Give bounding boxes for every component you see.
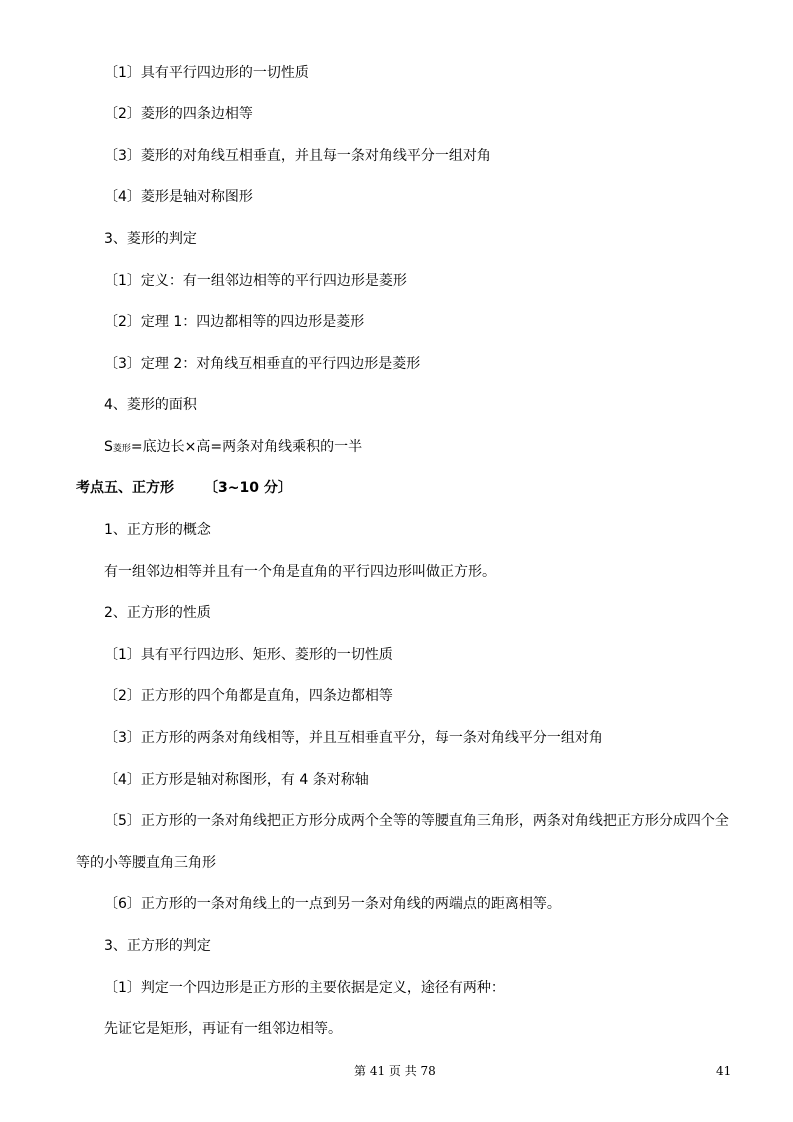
property-1: 〔1〕具有平行四边形的一切性质 bbox=[104, 65, 309, 81]
page-counter: 第 41 页 共 78 bbox=[354, 1064, 436, 1078]
criteria-1: 〔1〕定义：有一组邻边相等的平行四边形是菱形 bbox=[104, 273, 407, 289]
page-number: 41 bbox=[716, 1064, 732, 1078]
square-property-6: 〔6〕正方形的一条对角线上的一点到另一条对角线的两端点的距离相等。 bbox=[104, 896, 561, 912]
square-concept-heading: 1、正方形的概念 bbox=[104, 522, 211, 538]
property-4: 〔4〕菱形是轴对称图形 bbox=[104, 189, 253, 205]
square-criteria-method: 先证它是矩形，再证有一组邻边相等。 bbox=[104, 1021, 342, 1037]
square-criteria-heading: 3、正方形的判定 bbox=[104, 938, 211, 954]
section-title: 考点五、正方形 bbox=[76, 480, 174, 496]
square-property-2: 〔2〕正方形的四个角都是直角，四条边都相等 bbox=[104, 688, 393, 704]
square-property-1: 〔1〕具有平行四边形、矩形、菱形的一切性质 bbox=[104, 647, 393, 663]
square-property-4: 〔4〕正方形是轴对称图形，有 4 条对称轴 bbox=[104, 772, 369, 788]
square-property-3: 〔3〕正方形的两条对角线相等，并且互相垂直平分，每一条对角线平分一组对角 bbox=[104, 730, 603, 746]
square-property-5-cont: 等的小等腰直角三角形 bbox=[76, 855, 216, 871]
criteria-3: 〔3〕定理 2：对角线互相垂直的平行四边形是菱形 bbox=[104, 356, 421, 372]
area-symbol: S bbox=[104, 439, 113, 455]
section-heading bbox=[76, 478, 292, 498]
rhombus-area-heading: 4、菱形的面积 bbox=[104, 397, 197, 413]
section-score-range: 〔3~10 分〕 bbox=[204, 480, 292, 496]
rhombus-criteria-heading: 3、菱形的判定 bbox=[104, 231, 197, 247]
square-property-5: 〔5〕正方形的一条对角线把正方形分成两个全等的等腰直角三角形，两条对角线把正方形分成四个全 bbox=[104, 813, 729, 829]
area-formula bbox=[104, 437, 362, 459]
area-subscript: 菱形 bbox=[112, 444, 131, 454]
square-definition: 有一组邻边相等并且有一个角是直角的平行四边形叫做正方形。 bbox=[104, 564, 496, 580]
square-criteria-1: 〔1〕判定一个四边形是正方形的主要依据是定义，途径有两种： bbox=[104, 980, 505, 996]
property-3: 〔3〕菱形的对角线互相垂直，并且每一条对角线平分一组对角 bbox=[104, 148, 491, 164]
property-2: 〔2〕菱形的四条边相等 bbox=[104, 106, 253, 122]
area-formula-text: =底边长×高=两条对角线乘积的一半 bbox=[130, 439, 363, 455]
criteria-2: 〔2〕定理 1：四边都相等的四边形是菱形 bbox=[104, 314, 365, 330]
square-properties-heading: 2、正方形的性质 bbox=[104, 605, 211, 621]
